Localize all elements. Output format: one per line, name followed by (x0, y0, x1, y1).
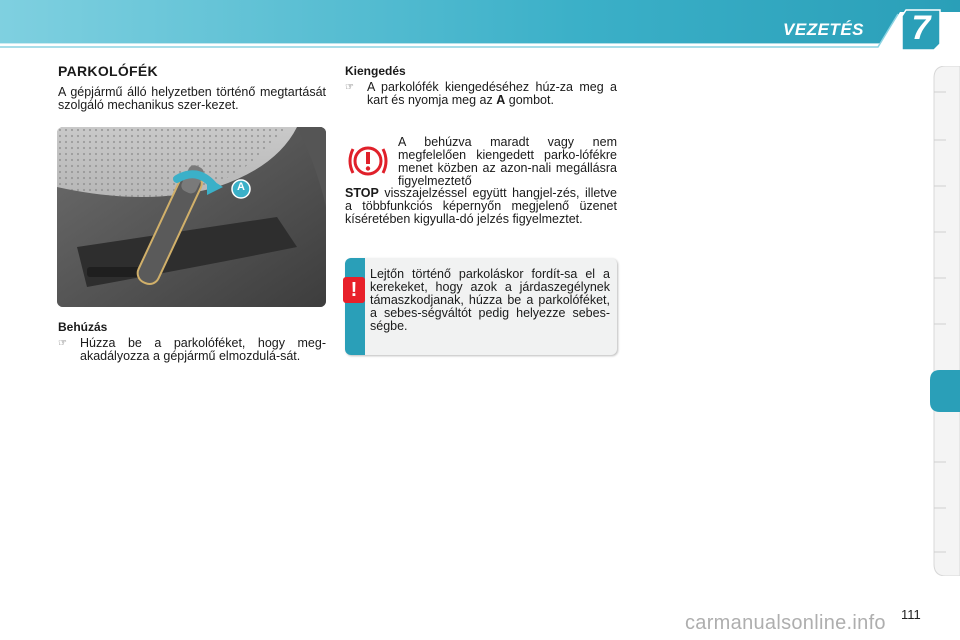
brake-warning-icon (346, 141, 390, 181)
chapter-number: 7 (911, 9, 931, 47)
apply-heading: Behúzás (58, 320, 108, 334)
release-bullet-text: A parkolófék kiengedéséhez húz-za meg a kart és nyomja meg az A gombot. (367, 80, 617, 107)
intro-paragraph: A gépjármű álló helyzetben történő megtartását szolgáló mechanikus szer-kezet. (58, 85, 326, 112)
apply-bullet (58, 337, 326, 377)
pointer-icon: ☞ (58, 338, 67, 349)
chapter-tab-rail (926, 66, 960, 576)
pointer-icon: ☞ (345, 82, 354, 93)
note-text: Lejtőn történő parkoláskor fordít-sa el a kerekeket, hogy azok a járdaszegélynek támaszkodjanak, húzza be a parkolóféket, a sebes-ségváltót pedig helyezze sebes-ségbe. (370, 267, 610, 333)
chapter-title: VEZETÉS (783, 20, 864, 39)
section-title: PARKOLÓFÉK (58, 63, 158, 79)
parking-brake-photo (57, 127, 326, 307)
warning-text-bottom: STOP visszajelzéssel együtt hangjel-zés, illetve a többfunkciós képernyőn megjelenő üzenet kíséretében kigyulla-dó jelzés figyelmeztet. (345, 186, 617, 226)
button-a-label: A (237, 181, 245, 193)
note-strip (345, 258, 365, 355)
release-bullet (345, 81, 617, 121)
apply-bullet-text: Húzza be a parkolóféket, hogy meg-akadályozza a gépjármű elmozdulá-sát. (80, 336, 326, 363)
watermark: carmanualsonline.info (685, 612, 886, 634)
warning-text-top: A behúzva maradt vagy nem megfelelően kiengedett parko-lófékre menet közben az azon-nali megállásra figyelmeztető (398, 135, 617, 188)
release-heading: Kiengedés (345, 64, 406, 78)
exclamation-icon: ! (343, 277, 365, 303)
page-number: 111 (901, 607, 921, 622)
